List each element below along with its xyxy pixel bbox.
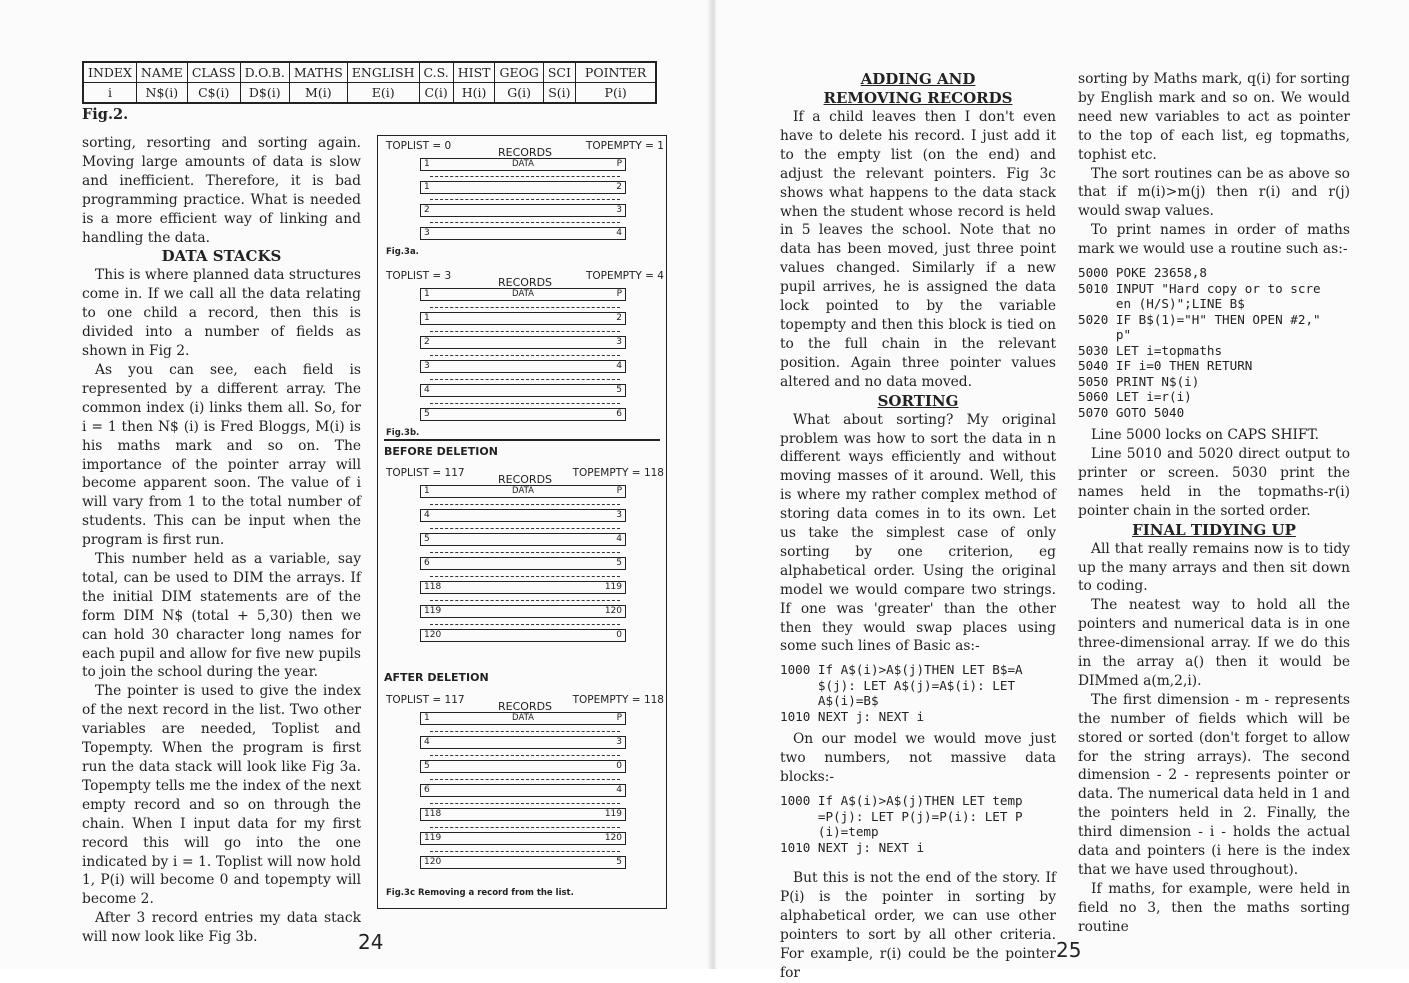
before-deletion-title: BEFORE DELETION [384,445,498,458]
pointer-link [430,355,620,356]
pointer-link [430,199,620,200]
pointer-link [430,731,620,732]
table-cell: ENGLISH [347,62,419,83]
paragraph: sorting, resorting and sorting again. Moving large amounts of data is slow and inefficient. Therefore, it is bad programming practice. What is needed is a more efficient way of linking and handling the data. [82,135,361,246]
record-pointer: 119 [604,582,622,592]
record-index: 1 [424,182,430,192]
list-record [420,557,626,570]
pointer-link [430,331,620,332]
section-heading: FINAL TIDYING UP [1132,520,1296,539]
record-pointer: 0 [616,761,622,771]
right-page [716,0,1409,981]
data-label: DATA [512,159,534,169]
pointer-link [430,624,620,625]
table-cell: SCI [543,62,575,83]
pointer-link [430,504,620,505]
paragraph: This is where planned data structures come in. If we call all the data relating to one child a record, then this is divided into a number of fields as shown in Fig 2. [82,267,361,360]
paragraph: To print names in order of maths mark we would use a routine such as:- [1078,222,1350,258]
record-index: 5 [424,761,430,771]
topempty-label: TOPEMPTY = 4 [585,270,664,282]
page-number: 24 [358,930,384,954]
paragraph: As you can see, each field is represented by a different array. The common index (i) links them all. So, for i = 1 then N$ (i) is Fred Bloggs, M(i) is his maths mark and so on. The importance of the pointer array will become apparent soon. The value of i will vary from 1 to the total number of students. This can be input when the program is first run. [82,361,361,549]
table-cell: D$(i) [240,83,289,104]
topempty-label: TOPEMPTY = 118 [572,694,664,706]
table-cell: NAME [136,62,187,83]
right-text-column-1 [780,70,1056,983]
list-record [420,629,626,642]
table-cell: G(i) [495,83,543,104]
paragraph: The pointer is used to give the index of the next record in the list. Two other variables are needed, Toplist and Topempty. When the program is first run the data stack will look like Fig 3a. Topempty tells me the index of the next empty record and so on through the chain. When I input data for my first record this will go into the one indicated by i = 1. Toplist will now hold 1, P(i) will become 0 and topempty will become 2. [82,683,361,908]
record-index: 5 [424,534,430,544]
toplist-label: TOPLIST = 3 [386,270,452,282]
record-pointer: 120 [604,606,622,616]
divider [384,439,660,441]
records-label: RECORDS [498,146,553,159]
record-pointer: 6 [616,409,622,419]
table-cell: H(i) [453,83,495,104]
record-index: 6 [424,785,430,795]
record-index: 2 [424,205,430,215]
table-cell: C$(i) [187,83,240,104]
table-cell: M(i) [289,83,347,104]
list-record [420,384,626,397]
record-pointer: 119 [604,809,622,819]
paragraph: What about sorting? My original problem was how to sort the data in n different ways efficiently and without moving masses of it around. Well, this is where my rather complex method of storing data comes in to its own. Let us take the simplest case of only sorting by one criterion, eg alphabetical order. Using the original model we would compare two strings. If one was 'greater' than the other then they would swap places using some such lines of Basic as:- [780,411,1056,655]
record-index: 1 [424,713,430,723]
paragraph: On our model we would move just two numbers, not massive data blocks:- [780,731,1056,786]
record-index: 3 [424,228,430,238]
after-deletion-title: AFTER DELETION [384,671,489,684]
list-record [420,784,626,797]
record-index: 5 [424,409,430,419]
record-index: 119 [424,606,442,616]
table-cell: P(i) [575,83,656,104]
section-heading: ADDING AND REMOVING RECORDS [823,70,1013,107]
toplist-label: TOPLIST = 117 [386,467,465,479]
paragraph: The sort routines can be as above so that if m(i)>m(j) then r(i) and r(j) would swap values. [1078,165,1350,220]
table-cell: HIST [453,62,495,83]
pointer-label: P [616,159,622,169]
pointer-label: P [616,713,622,723]
pointer-link [430,576,620,577]
list-record [420,227,626,240]
list-record [420,856,626,869]
data-label: DATA [512,713,534,723]
list-record [420,533,626,546]
pointer-link [430,803,620,804]
record-index: 2 [424,337,430,347]
section-heading: DATA STACKS [161,247,282,266]
list-record [420,509,626,522]
records-label: RECORDS [498,473,553,486]
toplist-label: TOPLIST = 0 [386,140,452,152]
pointer-label: P [616,486,622,496]
pointer-link [430,755,620,756]
figure-caption: Fig.3a. [386,247,419,257]
record-index: 6 [424,558,430,568]
pointer-link [430,552,620,553]
topempty-label: TOPEMPTY = 118 [572,467,664,479]
list-record [420,736,626,749]
record-pointer: 2 [616,182,622,192]
list-record [420,204,626,217]
pointer-link [430,222,620,223]
paragraph: If a child leaves then I don't even have to delete his record. I just add it to the empty list (on the end) and adjust the relevant pointers. Fig 3c shows what happens to the data stack when the student whose record is held in 5 leaves the school. Note that no data has been moved, just three point values changed. Similarly if a new pupil arrives, he is assigned the data lock pointed to by the variable topempty and then this block is tied on to the full chain in the relevant position. Again three pointer values altered and no data moved. [780,109,1056,390]
code-listing: 1000 If A$(i)>A$(j)THEN LET temp =P(j): LET P(j)=P(i): LET P (i)=temp 1010 NEXT j: NEXT i [780,793,1023,855]
table-cell: POINTER [575,62,656,83]
record-pointer: 3 [616,337,622,347]
table-cell: GEOG [495,62,543,83]
field-index-table [82,61,657,104]
pointer-link [430,600,620,601]
figure-label: Fig.2. [82,106,129,123]
records-label: RECORDS [498,700,553,713]
records-label: RECORDS [498,276,553,289]
pointer-link [430,779,620,780]
table-row [83,83,656,104]
record-pointer: 120 [604,833,622,843]
table-cell: C(i) [419,83,453,104]
paragraph: All that really remains now is to tidy up the many arrays and then sit down to coding. [1078,540,1350,595]
pointer-link [430,827,620,828]
record-index: 120 [424,857,442,867]
paragraph: If maths, for example, were held in field no 3, then the maths sorting routine [1078,880,1350,935]
record-pointer: 5 [616,385,622,395]
page-number: 25 [1056,938,1082,962]
paragraph: After 3 record entries my data stack will now look like Fig 3b. [82,910,361,946]
data-header-record [420,712,626,725]
table-cell: N$(i) [136,83,187,104]
record-index: 4 [424,385,430,395]
section-heading: SORTING [877,391,959,410]
list-record [420,808,626,821]
pointer-link [430,528,620,529]
pointer-label: P [616,289,622,299]
record-pointer: 3 [616,510,622,520]
list-record [420,312,626,325]
record-pointer: 3 [616,737,622,747]
table-cell: S(i) [543,83,575,104]
record-index: 1 [424,486,430,496]
record-pointer: 4 [616,534,622,544]
figure-caption: Fig.3b. [386,428,420,438]
code-listing: 1000 If A$(i)>A$(j)THEN LET B$=A $(j): LET A$(j)=A$(i): LET A$(i)=B$ 1010 NEXT j: NEXT i [780,662,1023,724]
record-index: 1 [424,289,430,299]
table-cell: D.O.B. [240,62,289,83]
pointer-link [430,403,620,404]
table-cell: C.S. [419,62,453,83]
record-index: 118 [424,582,442,592]
paragraph: sorting by Maths mark, q(i) for sorting by English mark and so on. We would need new variables to act as pointer to the top of each list, eg topmaths, tophist etc. [1078,71,1350,163]
table-cell: i [83,83,136,104]
list-record [420,581,626,594]
pointer-link [430,176,620,177]
paragraph: This number held as a variable, say total, can be used to DIM the arrays. If the initial DIM statements are of the form DIM N$ (total + 5,30) then we can hold 30 character long names for each pupil and allow for five new pupils to join the school during the year. [82,551,361,681]
record-index: 119 [424,833,442,843]
record-pointer: 0 [616,630,622,640]
topempty-label: TOPEMPTY = 1 [585,140,664,152]
list-record [420,360,626,373]
data-label: DATA [512,289,534,299]
record-pointer: 4 [616,228,622,238]
record-pointer: 2 [616,313,622,323]
left-page [0,0,712,969]
record-pointer: 4 [616,785,622,795]
list-record [420,336,626,349]
data-header-record [420,158,626,171]
pointer-link [430,307,620,308]
record-index: 4 [424,510,430,520]
data-stack-figure [377,135,667,909]
toplist-label: TOPLIST = 117 [386,694,465,706]
list-record [420,408,626,421]
record-index: 118 [424,809,442,819]
table-cell: INDEX [83,62,136,83]
record-index: 1 [424,159,430,169]
table-cell: E(i) [347,83,419,104]
right-text-column-2 [1078,70,1350,937]
paragraph: The neatest way to hold all the pointers and numerical data is in one three-dimensional array. If we do this in the array a() then it would be DIMmed a(m,2,i). [1078,597,1350,689]
record-pointer: 5 [616,857,622,867]
paragraph: Line 5010 and 5020 direct output to printer or screen. 5030 print the names held in the topmaths-r(i) pointer chain in the sorted order. [1078,445,1350,519]
data-label: DATA [512,486,534,496]
paragraph: Line 5000 locks on CAPS SHIFT. [1091,427,1320,444]
record-index: 1 [424,313,430,323]
record-index: 3 [424,361,430,371]
left-text-column [82,134,361,947]
paragraph: The first dimension - m - represents the number of fields which will be stored or sorted (don't forget to allow for the string arrays). The second dimension - 2 - represents pointer or data. The numerical data held in 1 and the pointers held in 2. Finally, the third dimension - i - holds the actual data and pointers (i here is the index that we have used throughout). [1078,691,1350,878]
table-header-row [83,62,656,83]
pointer-link [430,379,620,380]
data-header-record [420,288,626,301]
data-header-record [420,485,626,498]
code-listing: 5000 POKE 23658,8 5010 INPUT "Hard copy or to scre en (H/S)";LINE B$ 5020 IF B$(1)="H" THEN OPEN #2," p" 5030 LET i=topmaths 5040 IF i=0 THEN RETURN 5050 PRINT N$(i) 5060 LET i=r(i) 5070 GOTO 5040 [1078,265,1321,420]
pointer-link [430,851,620,852]
record-pointer: 4 [616,361,622,371]
record-pointer: 3 [616,205,622,215]
record-index: 120 [424,630,442,640]
record-pointer: 5 [616,558,622,568]
figure-caption: Fig.3c Removing a record from the list. [386,888,574,898]
record-index: 4 [424,737,430,747]
table-cell: MATHS [289,62,347,83]
list-record [420,760,626,773]
table-cell: CLASS [187,62,240,83]
list-record [420,832,626,845]
paragraph: But this is not the end of the story. If P(i) is the pointer in sorting by alphabetical order, we can use other pointers to sort by all other criteria. For example, r(i) could be the pointer for [780,870,1056,981]
list-record [420,181,626,194]
list-record [420,605,626,618]
